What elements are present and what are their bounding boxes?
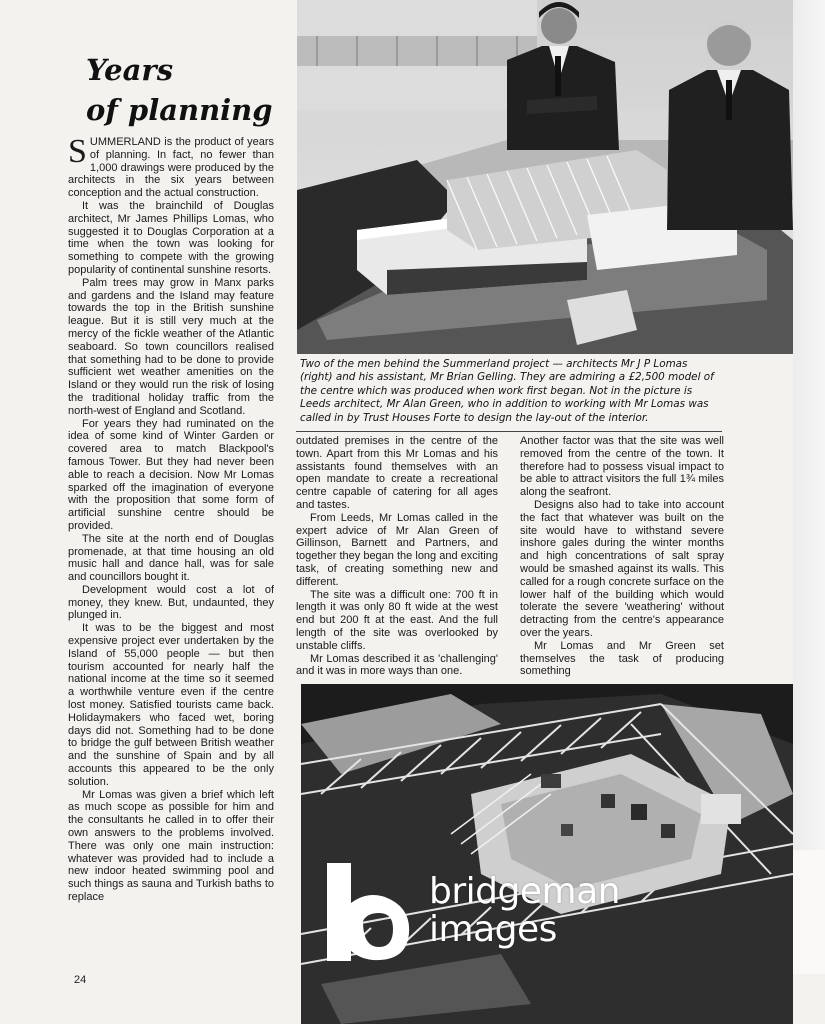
- paragraph: For years they had ruminated on the idea of some kind of Winter Garden or covered area to match Blackpool's famous Tower. But they had never been able to reach a decision. Now Mr Lomas sparked off the imagination of everyone with the proposition that some form of artificial sunshine centre should be provided.: [68, 417, 274, 532]
- paragraph: Another factor was that the site was well removed from the centre of the town. It therefore had to possess visual impact to be able to attract visitors the full 1¾ miles along the seafront.: [520, 435, 724, 499]
- watermark-line-1: bridgeman: [429, 871, 620, 912]
- paragraph: Designs also had to take into account the fact that whatever was built on the site would have to withstand severe inshore gales during the winter months and high concentrations of salt spray would be smashed against its walls. This called for a rough concrete surface on the lower half of the building which would tolerate the severe 'weathering' without detracting from the centre's appearance over the years.: [520, 498, 724, 639]
- bridgeman-logo-icon: [327, 863, 411, 961]
- paragraph: It was the brainchild of Douglas architect, Mr James Phillips Lomas, who suggested it to Douglas Corporation at a time when the town was looking for something to compete with the growing popularity of continental sunshine resorts.: [68, 199, 274, 276]
- paragraph: Mr Lomas was given a brief which left as much scope as possible for him and the consultants he called in to offer their own answers to the problems involved. There was only one main instruction: whatever was provided had to include a new indoor heated swimming pool and such things as sauna and Turkish baths to replace: [68, 788, 274, 904]
- drop-cap: S: [68, 136, 87, 170]
- paragraph: Mr Lomas described it as 'challenging' and it was in more ways than one.: [296, 652, 498, 678]
- paragraph: [68, 136, 274, 200]
- paragraph: The site was a difficult one: 700 ft in length it was only 80 ft wide at the west end but 200 ft at the east. And the full length of the site was overlooked by unstable cliffs.: [296, 588, 498, 652]
- title-line-2: of planning: [86, 93, 273, 127]
- paragraph: Development would cost a lot of money, they knew. But, undaunted, they plunged in.: [68, 583, 274, 622]
- photo-caption: Two of the men behind the Summerland project — architects Mr J P Lomas (right) and his assistant, Mr Brian Gelling. They are admiring a £2,500 model of the centre which was produced when work first began. Not in the picture is Leeds architect, Mr Alan Green, who in addition to working with Mr Lomas was called in by Trust Houses Forte to design the lay-out of the interior.: [300, 358, 714, 424]
- photo-architects-model: [297, 0, 793, 354]
- title-line-1: Years: [86, 53, 174, 87]
- text-column-1: [68, 136, 274, 964]
- text-column-2: [296, 435, 498, 683]
- watermark-line-2: images: [429, 909, 557, 950]
- watermark-band: [793, 850, 825, 974]
- page-edge: [793, 0, 825, 850]
- paragraph: outdated premises in the centre of the town. Apart from this Mr Lomas and his assistants found themselves with an open mandate to create a recreational centre capable of catering for all ages and tastes.: [296, 435, 498, 511]
- paragraph: The site at the north end of Douglas promenade, at that time housing an old music hall and dance hall, was for sale and councillors bought it.: [68, 532, 274, 584]
- article-title: [86, 50, 276, 130]
- paragraph: It was to be the biggest and most expensive project ever undertaken by the Island of 55,000 people — but then tourism accounted for nearly half the national income at the time so it seemed a worthwhile venture even if the centre lost money. Satisfied tourists came back. Holidaymakers who faced wet, boring days did not. Something had to be done to bridge the gulf between British weather and the sunshine of Spain and by all accounts this appeared to be the only solution.: [68, 622, 274, 788]
- text-column-3: [520, 435, 724, 683]
- paragraph: Palm trees may grow in Manx parks and gardens and the Island may feature towards the top in the British sunshine league. But it is still very much at the mercy of the fickle weather of the Atlantic seaboard. So town councillors realised that something had to be done to provide sufficient wet weather amenities on the Island or they would run the risk of losing the traditional holiday traffic from the north-west of England and Scotland.: [68, 276, 274, 417]
- paragraph: Mr Lomas and Mr Green set themselves the task of producing something: [520, 639, 724, 678]
- page-number: 24: [74, 974, 87, 986]
- paragraph-text: UMMERLAND is the product of years of planning. In fact, no fewer than 1,000 drawings were produced by the architects in the six years between conception and the actual construction.: [68, 136, 274, 200]
- watermark: [327, 853, 747, 965]
- paragraph: From Leeds, Mr Lomas called in the expert advice of Mr Alan Green of Gillinson, Barnett and Partners, and together they began the long and exciting task, of creating something new and different.: [296, 511, 498, 588]
- photo-architects-illustration: [297, 0, 793, 354]
- watermark-text: [429, 873, 620, 949]
- divider: [296, 431, 722, 432]
